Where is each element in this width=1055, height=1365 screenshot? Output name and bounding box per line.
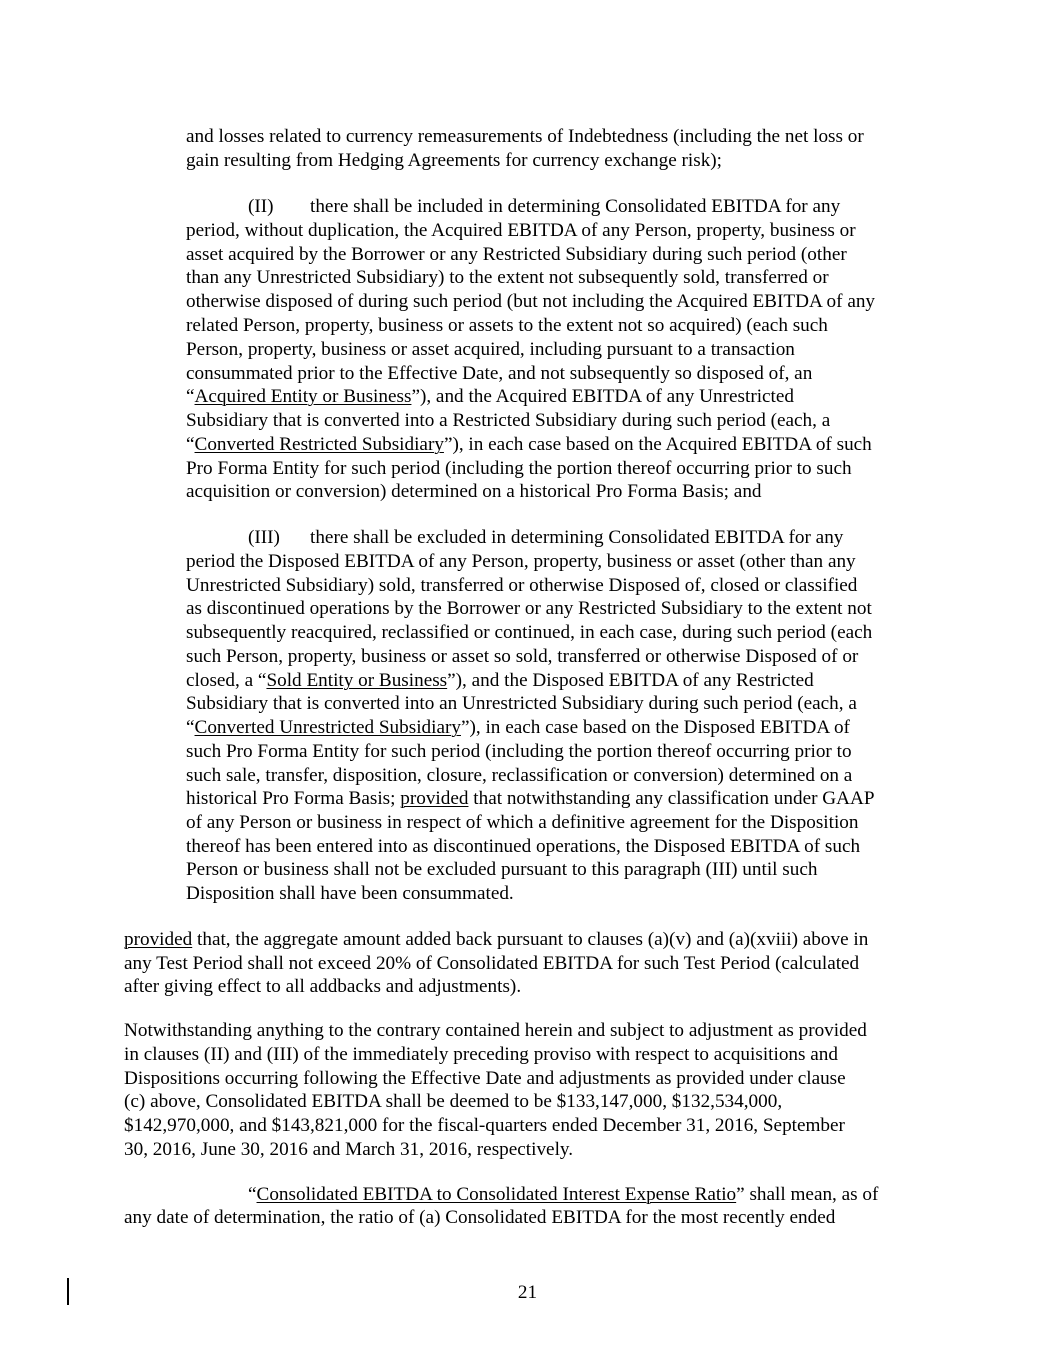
text-line: Pro Forma Entity for such period (including the portion thereof occurring prior to such (186, 458, 852, 479)
text-line: subsequently reacquired, reclassified or continued, in each case, during such period (each (186, 622, 873, 643)
text-line: such sale, transfer, disposition, closure, reclassification or conversion) determined on a (186, 765, 853, 786)
text-line (186, 716, 850, 740)
definition-first-line (248, 1183, 878, 1207)
text-line: period, without duplication, the Acquired EBITDA of any Person, property, business or (186, 220, 856, 241)
text-line: in clauses (II) and (III) of the immediately preceding proviso with respect to acquisitions and (124, 1044, 838, 1065)
text-line: Subsidiary that is converted into a Restricted Subsidiary during such period (each, a (186, 410, 831, 431)
text-span: ”), in each case based on the Disposed EBITDA of (460, 717, 850, 738)
text-line (186, 433, 872, 457)
text-span: there shall be included in determining Consolidated EBITDA for any (310, 196, 841, 217)
text-line: Person, property, business or asset acquired, including pursuant to a transaction (186, 339, 795, 360)
provided-term: provided (400, 788, 469, 809)
text-line: related Person, property, business or assets to the extent not so acquired) (each such (186, 315, 828, 336)
text-line (186, 787, 875, 811)
text-span: that notwithstanding any classification under GAAP (468, 788, 875, 809)
provided-term: provided (124, 929, 193, 950)
text-span: ” shall mean, as of (736, 1184, 879, 1205)
text-span: ”), in each case based on the Acquired EBITDA of such (443, 434, 872, 455)
text-line: such Pro Forma Entity for such period (including the portion thereof occurring prior to (186, 741, 852, 762)
text-span: ”), and the Acquired EBITDA of any Unrestricted (411, 386, 794, 407)
text-span: ”), and the Disposed EBITDA of any Restricted (447, 670, 814, 691)
text-line (186, 385, 794, 409)
text-span: “ (186, 386, 195, 407)
text-line: period the Disposed EBITDA of any Person, property, business or asset (other than any (186, 551, 856, 572)
clause-ii-label: (II) (248, 196, 274, 217)
text-span: “ (186, 434, 195, 455)
text-line: after giving effect to all addbacks and adjustments). (124, 976, 522, 997)
text-line: Disposition shall have been consummated. (186, 883, 514, 904)
text-line: Subsidiary that is converted into an Unrestricted Subsidiary during such period (each, a (186, 693, 857, 714)
text-line: $142,970,000, and $143,821,000 for the fiscal-quarters ended December 31, 2016, September (124, 1115, 845, 1136)
defined-term-sold-entity: Sold Entity or Business (266, 670, 448, 691)
text-line: than any Unrestricted Subsidiary) to the extent not subsequently sold, transferred or (186, 267, 829, 288)
text-span: that, the aggregate amount added back pursuant to clauses (a)(v) and (a)(xviii) above in (192, 929, 869, 950)
text-line: any date of determination, the ratio of (a) Consolidated EBITDA for the most recently ended (124, 1207, 836, 1228)
text-line (124, 928, 868, 952)
text-span: historical Pro Forma Basis; (186, 788, 401, 809)
text-span: “ (248, 1184, 257, 1205)
text-line: Dispositions occurring following the Effective Date and adjustments as provided under clause (124, 1068, 846, 1089)
clause-iii-first-line (248, 526, 843, 550)
page-number: 21 (517, 1282, 538, 1303)
text-line: (c) above, Consolidated EBITDA shall be deemed to be $133,147,000, $132,534,000, (124, 1091, 783, 1112)
text-line: gain resulting from Hedging Agreements for currency exchange risk); (186, 150, 723, 171)
text-line: consummated prior to the Effective Date, and not subsequently so disposed of, an (186, 363, 813, 384)
text-line: otherwise disposed of during such period (but not including the Acquired EBITDA of any (186, 291, 876, 312)
text-span: closed, a “ (186, 670, 267, 691)
text-line: of any Person or business in respect of which a definitive agreement for the Disposition (186, 812, 859, 833)
text-line: Notwithstanding anything to the contrary contained herein and subject to adjustment as provided (124, 1020, 867, 1041)
defined-term-converted-unrestricted: Converted Unrestricted Subsidiary (194, 717, 461, 738)
defined-term-ebitda-ratio: Consolidated EBITDA to Consolidated Interest Expense Ratio (256, 1184, 737, 1205)
text-span: there shall be excluded in determining Consolidated EBITDA for any (310, 527, 844, 548)
text-line: such Person, property, business or asset so sold, transferred or otherwise Disposed of or (186, 646, 859, 667)
defined-term-converted-restricted: Converted Restricted Subsidiary (194, 434, 444, 455)
text-line (186, 669, 814, 693)
text-line: as discontinued operations by the Borrower or any Restricted Subsidiary to the extent not (186, 598, 872, 619)
defined-term-acquired-entity: Acquired Entity or Business (194, 386, 412, 407)
text-line: acquisition or conversion) determined on a historical Pro Forma Basis; and (186, 481, 762, 502)
text-line: and losses related to currency remeasurements of Indebtedness (including the net loss or (186, 126, 864, 147)
text-line: Unrestricted Subsidiary) sold, transferred or otherwise Disposed of, closed or classified (186, 575, 858, 596)
clause-ii-first-line (248, 195, 840, 219)
text-line: any Test Period shall not exceed 20% of Consolidated EBITDA for such Test Period (calculated (124, 953, 860, 974)
text-line: 30, 2016, June 30, 2016 and March 31, 2016, respectively. (124, 1139, 574, 1160)
text-line: Person or business shall not be excluded pursuant to this paragraph (III) until such (186, 859, 818, 880)
text-span: “ (186, 717, 195, 738)
clause-iii-label: (III) (248, 527, 280, 548)
text-line: thereof has been entered into as discontinued operations, the Disposed EBITDA of such (186, 836, 861, 857)
text-line: asset acquired by the Borrower or any Restricted Subsidiary during such period (other (186, 244, 847, 265)
